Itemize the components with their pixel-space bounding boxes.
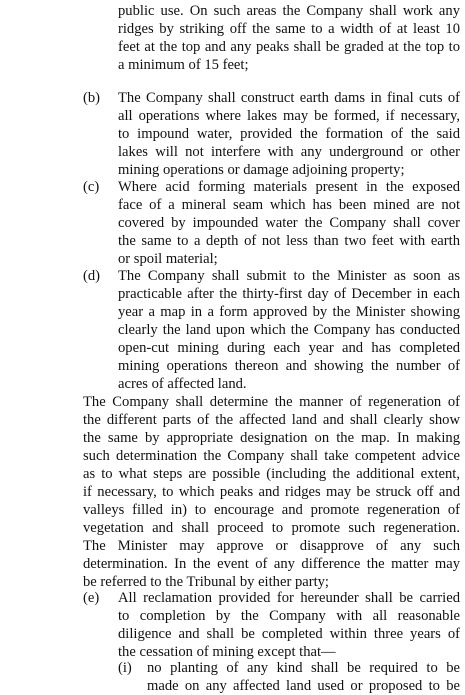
text-line: the same by appropriate designation on the map. In making: [83, 430, 460, 446]
text-line: All reclamation provided for hereunder shall be carried: [118, 590, 460, 606]
clause-b-text: [118, 89, 460, 179]
text-line: such determination the Company shall take competent advice: [83, 448, 460, 464]
text-line: mining operations thereon and showing the number of: [118, 358, 460, 374]
text-line: covered by impounded water the Company shall cover: [118, 215, 460, 231]
text-line: The Minister may approve or disapprove of any such: [83, 538, 460, 554]
clause-c-label: (c): [83, 179, 100, 195]
subclause-i-label: (i): [118, 660, 132, 676]
text-line: lakes will not interfere with any underground or other: [118, 144, 460, 160]
text-line: diligence and shall be completed within three years of: [118, 626, 460, 642]
text-line: the cessation of mining except that—: [118, 644, 336, 660]
text-line: open-cut mining during each year and has completed: [118, 340, 460, 356]
text-line: as to what steps are possible (including the additional extent,: [83, 466, 460, 482]
text-line: the different parts of the affected land and shall clearly show: [83, 412, 460, 428]
text-line: all operations where lakes may be formed, if necessary,: [118, 108, 460, 124]
text-line: determination. In the event of any difference the matter may: [83, 556, 460, 572]
text-line: made on any affected land used or proposed to be: [147, 678, 460, 694]
text-line: mining operations or damage adjoining property;: [118, 162, 405, 178]
text-line: practicable after the thirty-first day of December in each: [118, 286, 460, 302]
text-line: Where acid forming materials present in the exposed: [118, 179, 460, 195]
regeneration-paragraph: [83, 393, 460, 591]
text-line: The Company shall construct earth dams in final cuts of: [118, 90, 460, 106]
text-line: valleys filled in) to encourage and promote regeneration of: [83, 502, 460, 518]
subclause-i-text: [147, 659, 460, 695]
clause-d-label: (d): [83, 268, 101, 284]
text-line: if necessary, to which peaks and ridges may be struck off and: [83, 484, 460, 500]
text-line: face of a mineral seam which has been mined are not: [118, 197, 460, 213]
clause-e-label: (e): [83, 590, 100, 606]
text-line: to completion by the Company with all reasonable: [118, 608, 460, 624]
clause-e-text: [118, 589, 460, 661]
continuation-text: [118, 2, 460, 74]
text-line: The Company shall determine the manner of regeneration of: [83, 394, 460, 410]
text-line: be referred to the Tribunal by either party;: [83, 574, 329, 590]
text-line: acres of affected land.: [118, 376, 247, 392]
clause-c-text: [118, 178, 460, 268]
text-line: no planting of any kind shall be required to be: [147, 660, 460, 676]
clause-b-label: (b): [83, 90, 101, 106]
text-line: feet at the top and any peaks shall be graded at the top to: [118, 39, 460, 55]
text-line: year a map in a form approved by the Minister showing: [118, 304, 460, 320]
text-line: a minimum of 15 feet;: [118, 57, 249, 73]
text-line: vegetation and shall proceed to promote such regeneration.: [83, 520, 460, 536]
text-line: public use. On such areas the Company shall work any: [118, 3, 460, 19]
text-line: the same to a depth of not less than two feet with earth: [118, 233, 460, 249]
text-line: or spoil material;: [118, 251, 218, 267]
text-line: ridges by striking off the same to a width of at least 10: [118, 21, 460, 37]
clause-d-text: [118, 267, 460, 393]
text-line: The Company shall submit to the Minister as soon as: [118, 268, 460, 284]
text-line: to impound water, provided the formation of the said: [118, 126, 460, 142]
text-line: clearly the land upon which the Company has conducted: [118, 322, 460, 338]
